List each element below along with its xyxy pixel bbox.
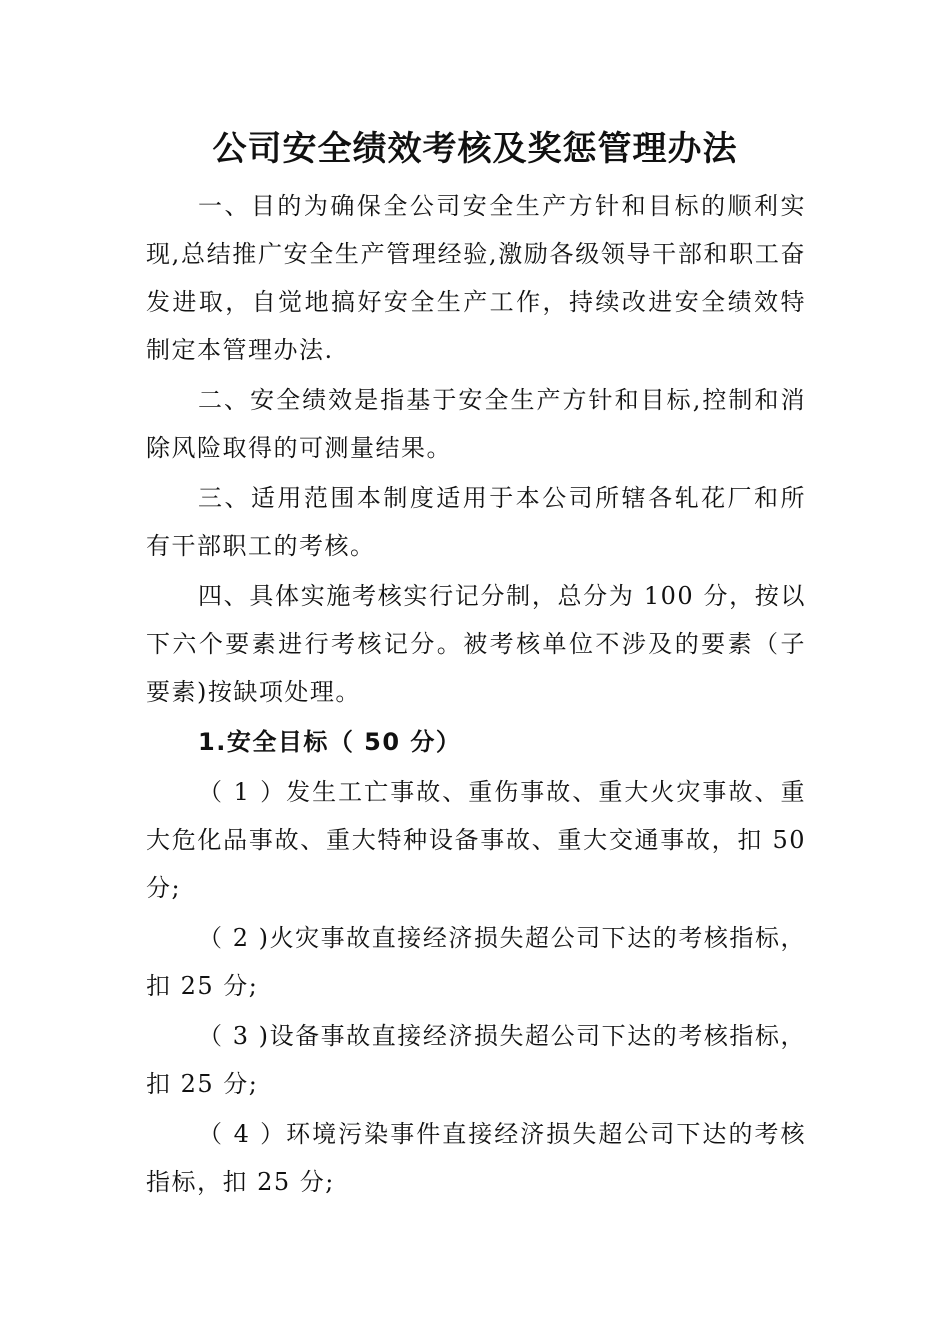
document-body xyxy=(146,182,806,1208)
paragraph-definition: 二、安全绩效是指基于安全生产方针和目标,控制和消除风险取得的可测量结果。 xyxy=(146,386,806,462)
paragraph-purpose: 一、目的为确保全公司安全生产方针和目标的顺利实现,总结推广安全生产管理经验,激励各级领导干部和职工奋发进取，自觉地搞好安全生产工作，持续改进安全绩效特制定本管理办法. xyxy=(146,192,806,364)
list-item-2: （ 2 )火灾事故直接经济损失超公司下达的考核指标，扣 25 分; xyxy=(146,924,806,1000)
list-item-1: （ 1 ）发生工亡事故、重伤事故、重大火灾事故、重大危化品事故、重大特种设备事故、重大交通事故，扣 50 分; xyxy=(146,778,806,902)
paragraph-scope: 三、适用范围本制度适用于本公司所辖各轧花厂和所有干部职工的考核。 xyxy=(146,484,806,560)
document-title: 公司安全绩效考核及奖惩管理办法 xyxy=(212,129,738,169)
section-heading-safety-goals: 1.安全目标（ 50 分） xyxy=(198,728,462,756)
paragraph-implementation: 四、具体实施考核实行记分制，总分为 100 分，按以下六个要素进行考核记分。被考核单位不涉及的要素（子要素)按缺项处理。 xyxy=(146,582,806,706)
list-item-3: （ 3 )设备事故直接经济损失超公司下达的考核指标，扣 25 分; xyxy=(146,1022,806,1098)
list-item-4: （ 4 ）环境污染事件直接经济损失超公司下达的考核指标，扣 25 分; xyxy=(146,1120,806,1196)
